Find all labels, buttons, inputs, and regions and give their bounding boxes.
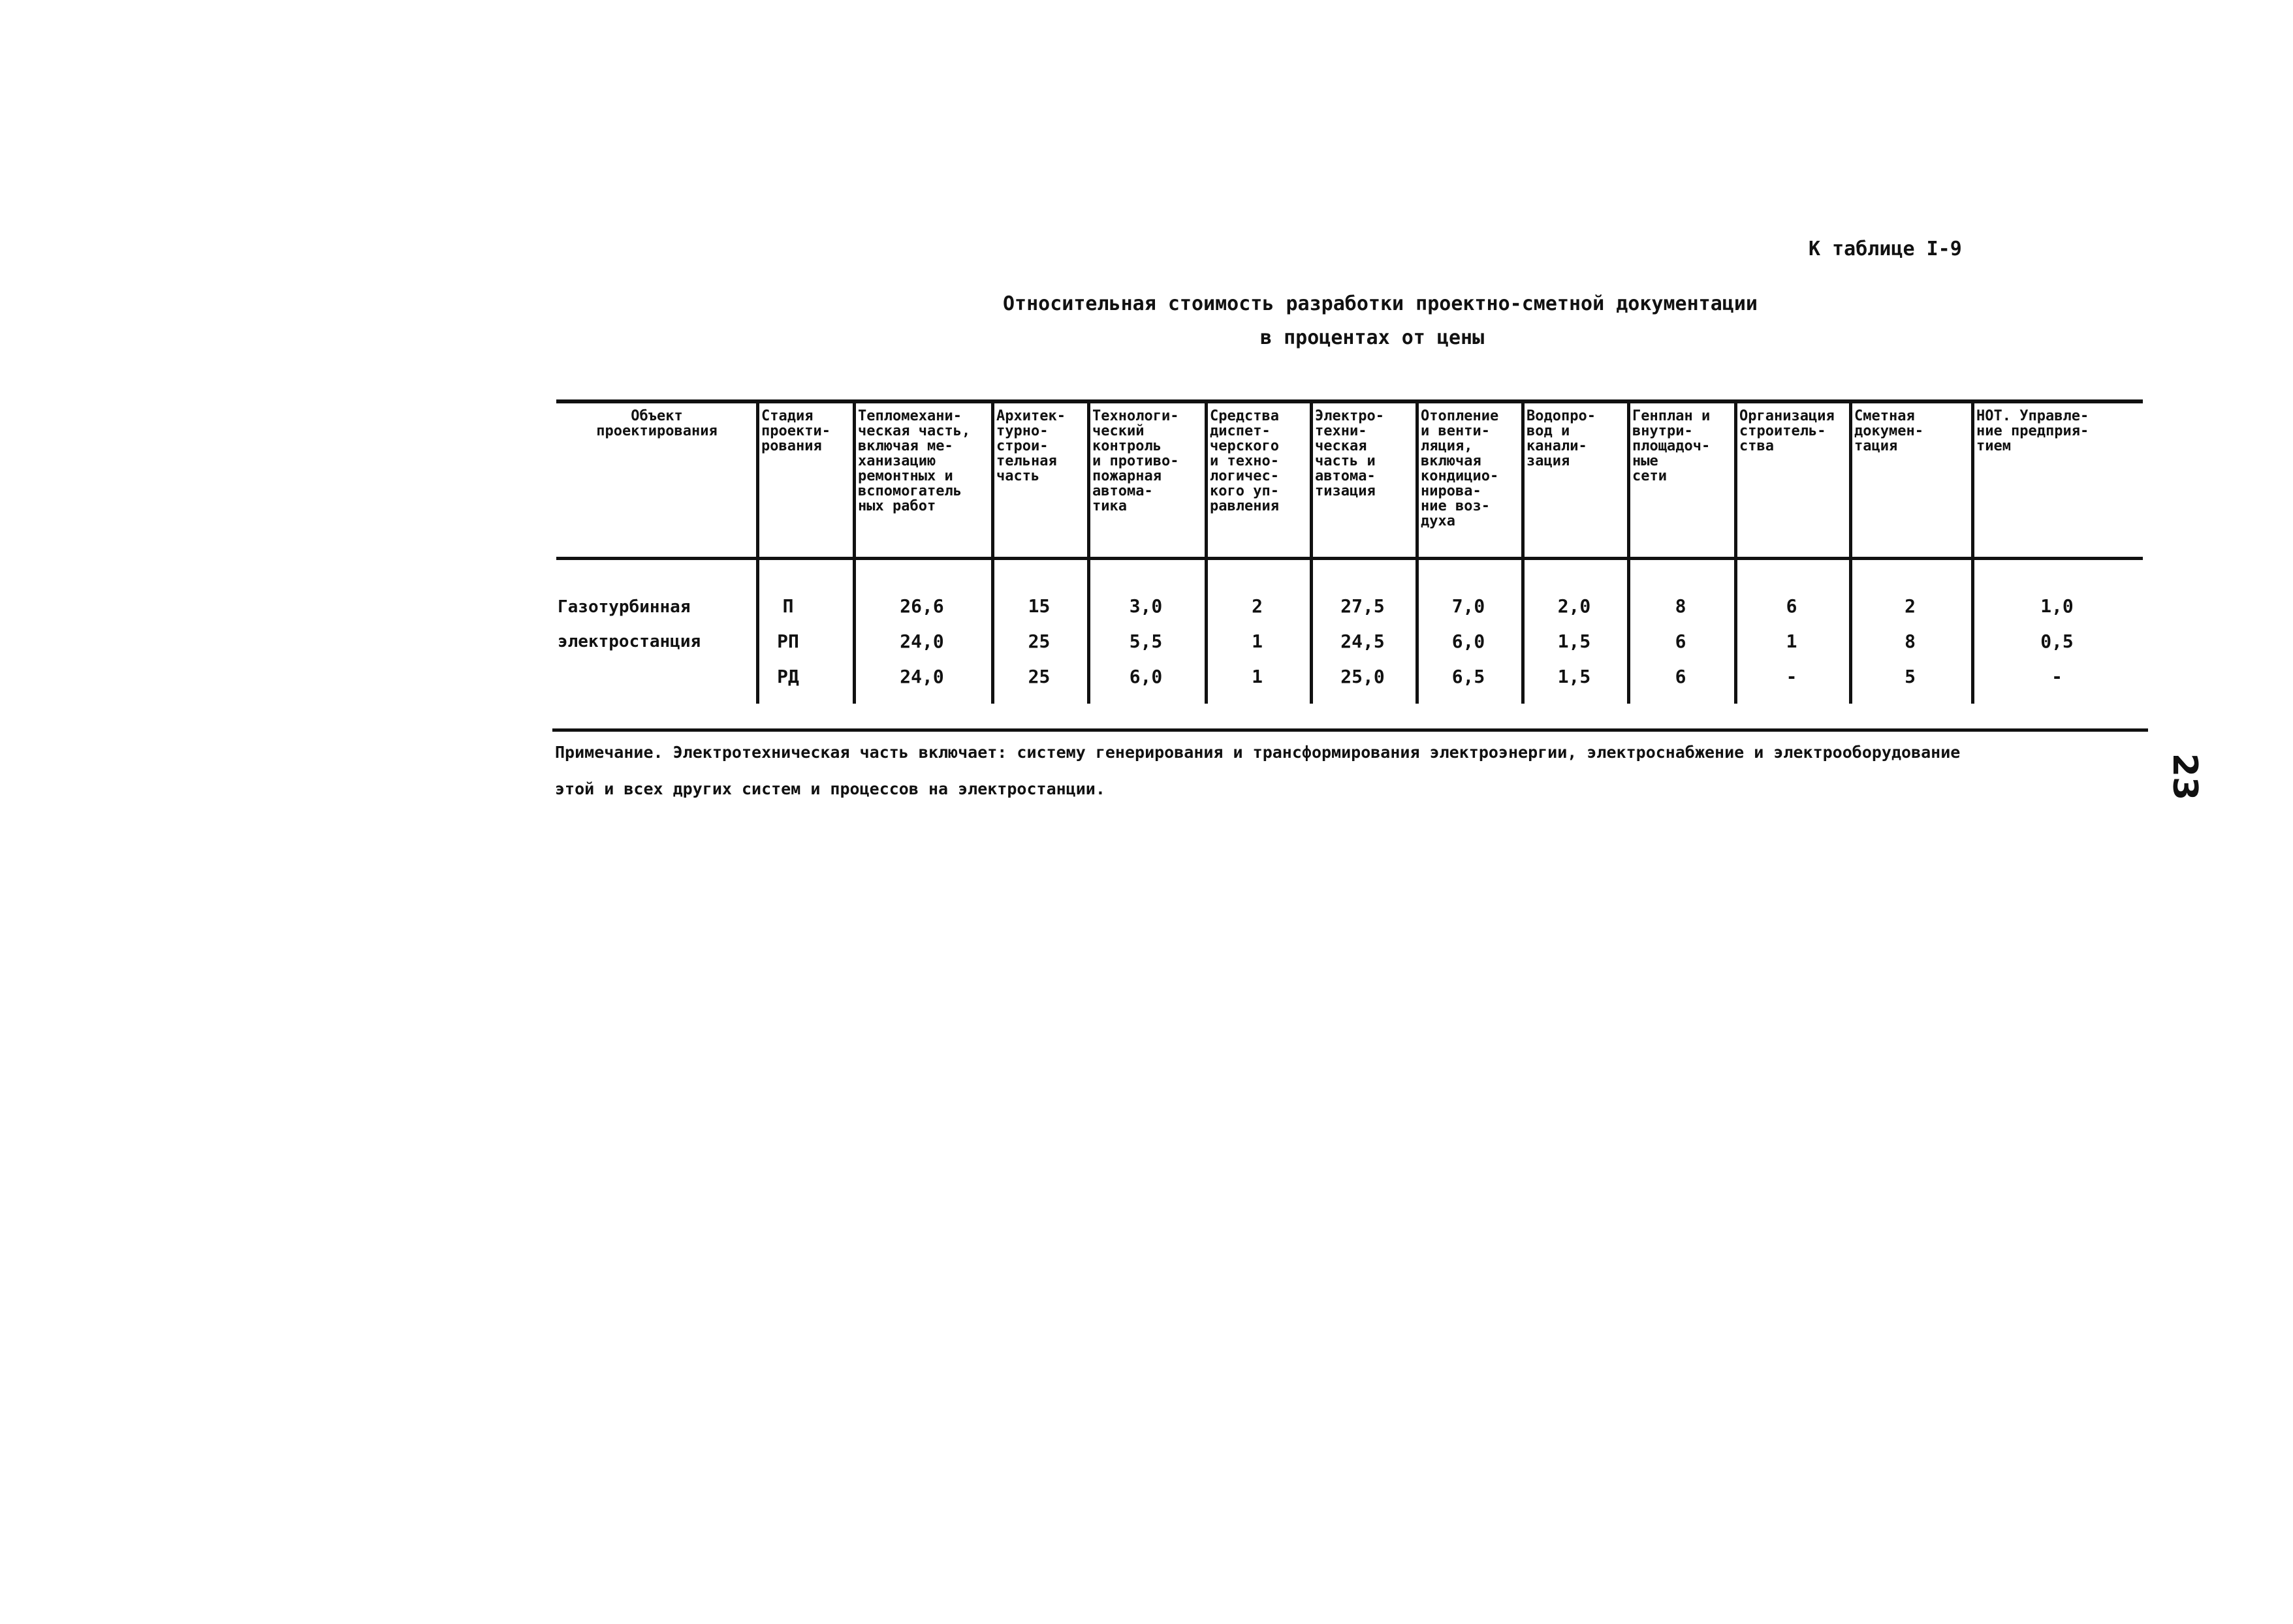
value-cell: 24,0 — [900, 631, 944, 652]
column-divider — [1087, 399, 1090, 704]
page-number: 23 — [2165, 753, 2205, 801]
column-divider — [991, 399, 994, 704]
value-cell: 8 — [1905, 631, 1916, 652]
column-divider — [1849, 399, 1852, 704]
value-cell: 6,5 — [1451, 666, 1485, 687]
page-title: Относительная стоимость разработки проектно-сметной документации — [1003, 292, 1758, 315]
object-label-line-2: электростанция — [558, 632, 701, 651]
column-header: Отопление и венти- ляция, включая кондицио- нирова- ние воз- духа — [1421, 409, 1499, 529]
value-cell: 25 — [1028, 631, 1051, 652]
value-cell: 1 — [1252, 631, 1263, 652]
value-cell: 26,6 — [900, 595, 944, 617]
table-bottom-rule — [552, 728, 2148, 732]
value-cell: 24,5 — [1340, 631, 1385, 652]
note-line-1: Примечание. Электротехническая часть включает: систему генерирования и трансформирования электроэнергии, электроснабжение и электрооборудование — [555, 743, 1961, 762]
column-header: Сметная докумен- тация — [1854, 409, 1923, 454]
value-cell: 6,0 — [1451, 631, 1485, 652]
value-cell: 24,0 — [900, 666, 944, 687]
object-label-line-1: Газотурбинная — [558, 597, 691, 617]
page-subtitle: в процентах от цены — [1260, 326, 1485, 349]
column-divider — [1310, 399, 1313, 704]
value-cell: - — [2051, 666, 2063, 687]
stage-cell: РП — [777, 631, 799, 652]
value-cell: - — [1786, 666, 1797, 687]
value-cell: 1 — [1252, 666, 1263, 687]
value-cell: 6,0 — [1129, 666, 1163, 687]
value-cell: 25 — [1028, 666, 1051, 687]
value-cell: 2 — [1905, 595, 1916, 617]
column-divider — [1205, 399, 1208, 704]
column-header: Средства диспет- черского и техно- логичес- кого уп- равления — [1210, 409, 1279, 514]
value-cell: 1,0 — [2040, 595, 2074, 617]
value-cell: 8 — [1675, 595, 1686, 617]
column-divider — [756, 399, 759, 704]
value-cell: 7,0 — [1451, 595, 1485, 617]
column-divider — [1627, 399, 1630, 704]
column-divider — [853, 399, 856, 704]
value-cell: 15 — [1028, 595, 1051, 617]
table-reference: К таблице I-9 — [1809, 238, 1962, 260]
value-cell: 6 — [1675, 666, 1686, 687]
column-divider — [1971, 399, 1974, 704]
column-header: Технологи- ческий контроль и противо- пожарная автома- тика — [1092, 409, 1179, 514]
value-cell: 0,5 — [2040, 631, 2074, 652]
column-header: Тепломехани- ческая часть, включая ме- ханизацию ремонтных и вспомогатель ных работ — [858, 409, 971, 514]
value-cell: 1,5 — [1557, 666, 1591, 687]
value-cell: 6 — [1675, 631, 1686, 652]
column-header: Объект проектирования — [596, 409, 718, 439]
table-top-rule — [556, 399, 2143, 403]
column-header: Генплан и внутри- площадоч- ные сети — [1632, 409, 1711, 484]
column-header: Архитек- турно- строи- тельная часть — [996, 409, 1066, 484]
stage-cell: П — [782, 595, 794, 617]
value-cell: 1,5 — [1557, 631, 1591, 652]
column-header: Организация строитель- ства — [1739, 409, 1835, 454]
table-header-rule — [556, 557, 2143, 560]
value-cell: 1 — [1786, 631, 1797, 652]
column-header: Водопро- вод и канали- зация — [1526, 409, 1596, 469]
value-cell: 5,5 — [1129, 631, 1163, 652]
column-divider — [1415, 399, 1419, 704]
column-header: НОТ. Управле- ние предприя- тием — [1976, 409, 2089, 454]
column-header: Электро- техни- ческая часть и автома- тизация — [1315, 409, 1384, 499]
value-cell: 25,0 — [1340, 666, 1385, 687]
column-header: Стадия проекти- рования — [761, 409, 830, 454]
value-cell: 2,0 — [1557, 595, 1591, 617]
value-cell: 3,0 — [1129, 595, 1163, 617]
value-cell: 27,5 — [1340, 595, 1385, 617]
note-line-2: этой и всех других систем и процессов на электростанции. — [555, 779, 1105, 798]
column-divider — [1734, 399, 1737, 704]
value-cell: 6 — [1786, 595, 1797, 617]
column-divider — [1521, 399, 1525, 704]
value-cell: 5 — [1905, 666, 1916, 687]
value-cell: 2 — [1252, 595, 1263, 617]
stage-cell: РД — [777, 666, 799, 687]
